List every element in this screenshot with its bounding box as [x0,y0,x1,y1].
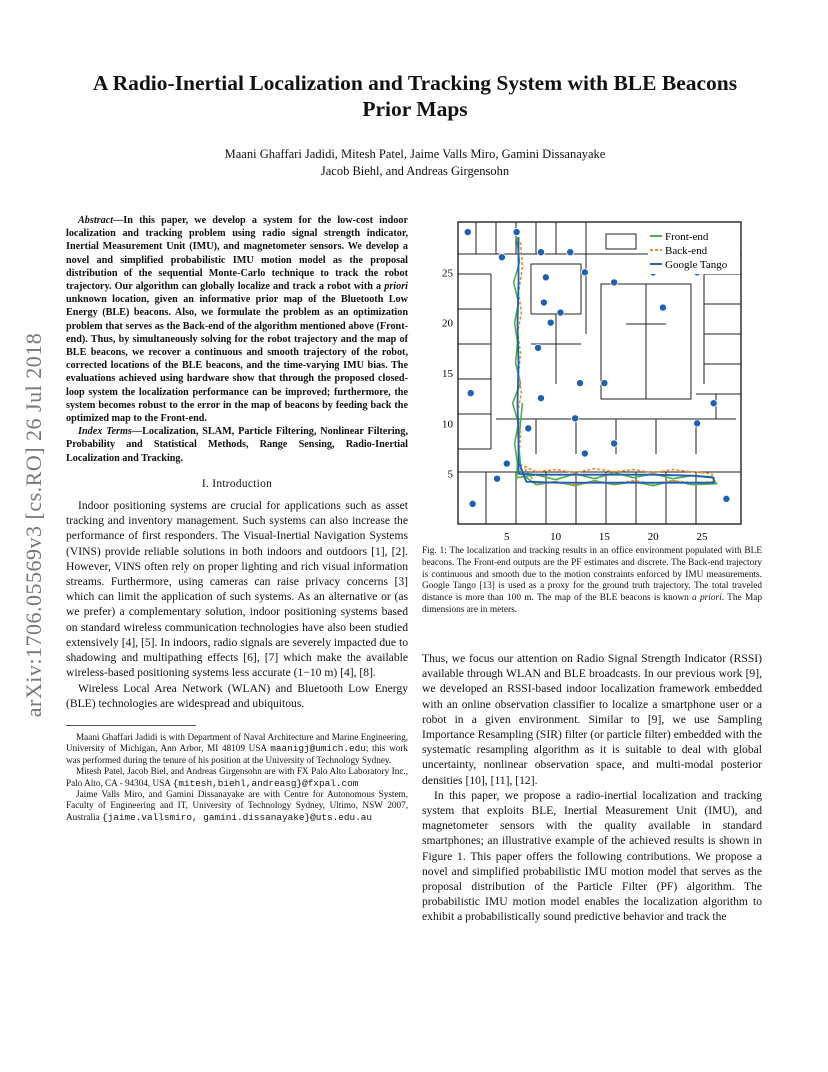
ble-beacon-marker [503,460,510,467]
ble-beacon-marker [537,249,544,256]
ble-beacon-marker [581,450,588,457]
figure-1 [436,214,776,544]
arxiv-sidebar [14,290,54,760]
abstract-italic: priori [384,281,408,293]
caption-italic: a priori [692,593,722,604]
ble-beacon-marker [464,228,471,235]
x-tick-label-5: 5 [504,531,510,543]
intro-paragraph-4: In this paper, we propose a radio-inertial localization and tracking system that exploits BLE, Inertial Measurement Unit (IMU), and magnetometer sensors with the quality available in standard smartphones; an illustrative example of the achieved results is shown in Figure 1. This paper offers the following contributions. We propose a novel and simplified probabilistic IMU motion model that serves as the proposal distribution of the Particle Filter (PF) algorithm. The probabilistic IMU motion model enables the localization algorithm to exhibit a probabilistically sound predictive behavior and track the [422,788,762,924]
x-tick-label-15: 15 [598,531,610,543]
x-tick-label-25: 25 [696,531,708,543]
footnote-rule [66,725,196,726]
ble-beacon-marker [659,304,666,311]
ble-beacon-marker [534,344,541,351]
paper-title: A Radio-Inertial Localization and Tracking System with BLE Beacons Prior Maps [92,71,738,121]
authors-line-1: Maani Ghaffari Jadidi, Mitesh Patel, Jaime Valls Miro, Gamini Dissanayake [224,147,606,161]
index-terms [66,425,408,465]
abstract-text: —In this paper, we develop a system for the low-cost indoor localization and tracking problem using radio signal strength indicator, Inertial Measurement Unit (IMU), and magnetometer sensors. We develop a novel and simplified probabilistic IMU motion model as the proposal distribution of the sequential Monte-Carlo technique to track the robot trajectory. Our algorithm can globally localize and track a robot with a [66,215,408,293]
ble-beacon-marker [493,475,500,482]
ble-beacon-marker [567,249,574,256]
y-tick-label-25: 25 [442,267,453,280]
ble-beacon-marker [611,279,618,286]
ble-beacon-marker [710,400,717,407]
footnote-email-1: maanigj@umich.edu [270,743,366,755]
ble-beacon-marker [581,269,588,276]
index-terms-text: —Localization, SLAM, Particle Filtering, Nonlinear Filtering, Probability and Statistical Methods, Range Sensing, Radio-Inertial Localization and Tracking. [66,426,408,464]
x-tick-label-20: 20 [647,531,659,543]
authors-line-2: Jacob Biehl, and Andreas Girgensohn [320,164,510,178]
abstract-text-cont: unknown location, given an informative prior map of the Bluetooth Low Energy (BLE) beacons. Also, we formulate the problem as an optimization problem that serves as the Back-end of the algorithm mentioned above (Front-end). Thus, by simultaneously solving for the robot trajectory and the map of BLE beacons, we recover a continuous and smooth trajectory of the robot, corrected locations of the BLE beacons, and the time-varying IMU bias. The evaluations achieved using hardware show that through the proposed closed-loop system the localization performance can be improved; furthermore, the system becomes robust to the error in the map of beacons by feeding back the optimized map to the Front-end. [66,294,408,425]
y-tick-label-10: 10 [442,418,453,431]
right-column [422,651,762,925]
arxiv-identifier: arXiv:1706.05569v3 [cs.RO] 26 Jul 2018 [21,332,46,718]
ble-beacon-marker [693,420,700,427]
ble-beacon-marker [576,379,583,386]
x-tick-label-10: 10 [550,531,562,543]
ble-beacon-marker [542,274,549,281]
intro-paragraph-3: Thus, we focus our attention on Radio Signal Strength Indicator (RSSI) available through WLAN and BLE broadcasts. In our previous work [9], we developed an RSSI-based indoor localization framework embedded with an online observation classifier to localize a smartphone user or a robot in a given environment. Similar to [9], we use Sampling Importance Resampling (SIR) filter (or particle filter) embedded with the systematic resampling algorithm as it is suitable to deal with global uncertainty, nonlinear observation space, and multi-modal posterior densities [10], [11], [12]. [422,652,762,787]
y-tick-label-15: 15 [442,368,453,380]
footnote-2: Mitesh Patel, Jacob Biel, and Andreas Girgensohn are with FX Palo Alto Laboratory Inc., Palo Alto, CA - 94304, USA {mitesh,biehl,andreasg}@fxpal.com [66,766,408,789]
ble-beacon-marker [572,415,579,422]
footnote-1: Maani Ghaffari Jadidi is with Department of Naval Architecture and Marine Engineering, University of Michigan, Ann Arbor, MI 48109 USA maanigj@umich.edu; this work was performed during the tenure of his position at the University of Technology Sydney. [66,731,408,765]
left-column [66,214,408,823]
ble-beacon-marker [601,379,608,386]
ble-beacon-marker [611,440,618,447]
y-tick-label-20: 20 [442,317,453,330]
footnote-email-3: {jaime.vallsmiro, gamini.dissanayake}@uts.edu.au [101,811,373,823]
legend-label-google-tango: Google Tango [665,259,728,271]
intro-paragraph-2: Wireless Local Area Network (WLAN) and Bluetooth Low Energy (BLE) technologies are widespread and ubiquitous. [66,681,408,710]
y-tick-label-5: 5 [447,468,453,481]
intro-paragraph-1: Indoor positioning systems are crucial for applications such as asset tracking and inventory management. Such systems can also increase the performance of first responders. The Visual-Inertial Navigation Systems (VINS) provide reliable solutions in both indoors and outdoors [1], [2]. However, VINS often rely on proper lighting and rich visual information streams. Furthermore, using cameras can raise privacy concerns [3] which can limit the application of such systems. As an alternative or (as we prefer) a complementary solution, indoor positioning systems based on standard wireless communication technologies have also been studied extensively [4], [5]. In indoors, radio signals are severely impacted due to shadowing and multipathing effects [6], [7] which make the available wireless-based positioning systems less accurate (1−10 m) [4], [8]. [66,499,408,680]
author-block [90,146,740,180]
figure-caption: Fig. 1: The localization and tracking results in an office environment populated with BLE beacons. The Front-end outputs are the PF estimates and discrete. The Back-end trajectory is continuous and smooth due to the motion constraints enforced by IMU measurements. Google Tango [13] is used as a proxy for the ground truth trajectory. The total traveled distance is more than 100 m. The map of the BLE beacons is known a priori. The Map dimensions are in meters. [422,546,762,615]
legend-label-back-end: Back-end [665,245,708,257]
footnote-3: Jaime Valls Miro, and Gamini Dissanayake are with Centre for Autonomous System, Faculty of Engineering and IT, University of Technology Sydney, Ultimo, NSW 2007, Australia {jaime.vallsmiro, gamini.dissanayake}@uts.edu.au [66,788,408,823]
ble-beacon-marker [498,254,505,261]
ble-beacon-marker [557,309,564,316]
index-terms-label: Index Terms [78,426,132,438]
abstract-label: Abstract [78,215,114,226]
legend-label-front-end: Front-end [665,231,709,243]
ble-beacon-marker [723,495,730,502]
ble-beacon-marker [467,390,474,397]
ble-beacon-marker [547,319,554,326]
legend [648,228,740,274]
footnote-email-2: {mitesh,biehl,andreasg}@fxpal.com [172,777,359,789]
ble-beacon-marker [525,425,532,432]
ble-beacon-marker [540,299,547,306]
floor-plan-map [436,214,776,544]
section-heading-introduction: I. Introduction [201,477,273,490]
ble-beacon-marker [513,228,520,235]
ble-beacon-marker [537,395,544,402]
ble-beacon-marker [469,500,476,507]
abstract [66,214,408,425]
